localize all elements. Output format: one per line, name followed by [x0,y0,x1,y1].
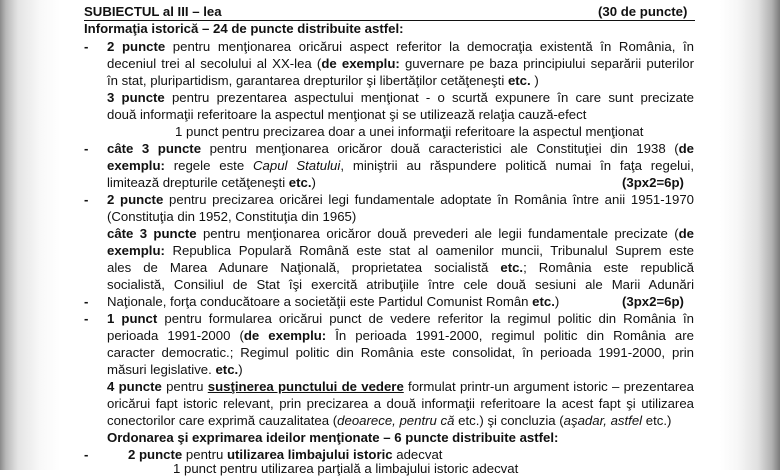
item1-line3: în stat, pluripartidism, garantarea drepturilor şi libertăţilor cetăţeneşti etc. ) [107,73,539,88]
bullet: - [84,141,89,156]
item7-line1: 4 puncte pentru susţinerea punctului de vedere formulat printr-un argument istoric – prezentarea [107,379,694,394]
item3-line3: limitează drepturile cetăţeneşti etc.) [107,175,316,190]
subject-points: (30 de puncte) [598,4,688,19]
bullet: - [84,39,89,54]
item3-line2: exemplu: regele este Capul Statului, miniştrii au răspundere politică numai în faţa regelui, [107,158,695,173]
item1-line2: deceniul trei al secolului al XX-lea (de exemplu: guvernare pe baza principiului separării puterilor [107,56,695,71]
item7-line3: conectorilor care exprimă cauzalitatea (deoarece, pentru că etc.) şi concluzia (aşadar, astfel etc.) [107,413,672,428]
item5-line5: Naţionale, forţa conducătoare a societăţii este Partidul Comunist Român etc.) [107,294,560,309]
bullet: - [84,294,89,309]
subject-heading: SUBIECTUL al III – lea [84,4,222,19]
item5-line1: câte 3 puncte pentru menţionarea oricăror două prevederi ale legii fundamentale precizate (de [107,226,694,241]
section-title: Informaţia istorică – 24 de puncte distribuite astfel: [84,21,404,36]
item4-line1: 2 puncte pentru precizarea oricărei legi fundamentale adoptate în România între anii 1951-1970 [107,192,694,207]
item2-line1: 3 puncte pentru prezentarea aspectului menţionat - o scurtă expunere în care sunt precizate [107,90,694,105]
item6-line2: perioada 1991-2000 (de exemplu: În perioada 1991-2000, regimul politic din România are [107,328,694,343]
item1-points: 2 puncte [107,39,166,54]
item2-line2: două informaţii referitoare la aspectul menţionat şi se utilizează relaţia cauză-efect [107,107,587,122]
item6-line4: măsuri legislative. etc.) [107,362,243,377]
item5-score: (3px2=6p) [622,294,684,309]
item4-line2: (Constituţia din 1952, Constituţia din 1965) [107,209,357,224]
section2-item2: 1 punct pentru utilizarea parţială a limbajului istoric adecvat [173,461,519,476]
item5-line3: ales de Marea Adunare Naţională, proprietatea socialistă etc.; România este republică [107,260,694,275]
item1-line1: 2 puncte pentru menţionarea oricărui aspect referitor la democraţia existentă în România, în [107,39,694,54]
item3-score: (3px2=6p) [622,175,684,190]
item6-line3: caracter democratic.; Regimul politic din România este consolidat, în perioada 1991-2000, prin [107,345,694,360]
item6-line1: 1 punct pentru formularea oricărui punct de vedere referitor la regimul politic din România în [107,311,695,326]
bullet: - [84,192,89,207]
item2-points: 3 puncte [107,90,165,105]
item7-line2: oricărui fapt istoric relevant, prin precizarea a două informaţii referitoare la acest fapt şi utilizarea [107,396,694,411]
item3-line1: câte 3 puncte pentru menţionarea oricăror două caracteristici ale Constituţiei din 1938 (de [107,141,694,156]
item5-line4: socialistă, Consiliul de Stat îşi exercită atribuţiile între cele două sesiuni ale Marii Adunări [107,277,694,292]
bullet: - [84,311,89,326]
section2-title: Ordonarea şi exprimarea ideilor menţionate – 6 puncte distribuite astfel: [107,430,559,445]
bullet: - [84,447,89,462]
item5-line2: exemplu: Republica Populară Română este stat al oamenilor muncii, Tribunalul Suprem este [107,243,694,258]
section2-item1: 2 puncte pentru utilizarea limbajului istoric adecvat [128,447,443,462]
item2-line3: 1 punct pentru precizarea doar a unei informaţii referitoare la aspectul menţionat [175,124,644,139]
